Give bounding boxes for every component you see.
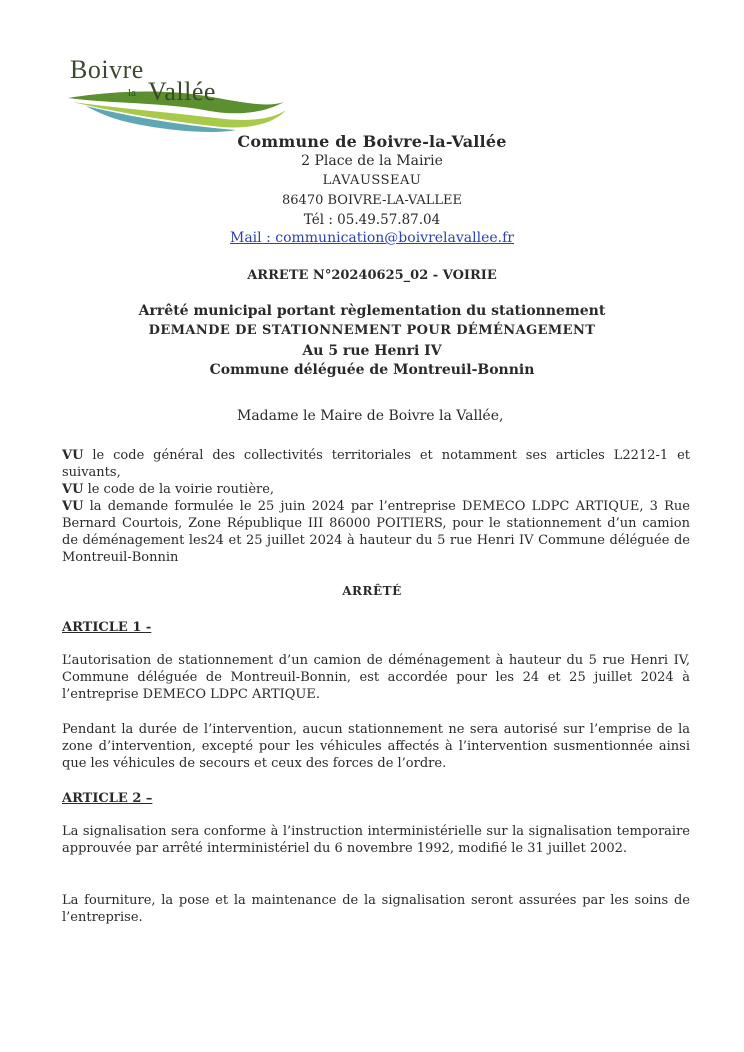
article-1-heading: ARTICLE 1 - bbox=[62, 620, 152, 635]
arrete-number: ARRETE N°20240625_02 - VOIRIE bbox=[247, 268, 497, 283]
phone-line: Tél : 05.49.57.87.04 bbox=[303, 212, 441, 228]
article-2-paragraph-1: La signalisation sera conforme à l’instruction interministérielle sur la signalisation temporaire approuvée par arrêté interministériel du 6 novembre 1992, modifié le 31 juillet 2002. bbox=[62, 824, 690, 856]
article-2-paragraph-2: La fourniture, la pose et la maintenance de la signalisation seront assurées par les soins de l’entreprise. bbox=[62, 893, 690, 925]
title-line-1: Arrêté municipal portant règlementation du stationnement bbox=[138, 303, 606, 319]
visa-1 bbox=[62, 447, 690, 481]
visa-text: le code général des collectivités territoriales et notamment ses articles L2212-1 et suivants, bbox=[62, 448, 690, 480]
address-line: 2 Place de la Mairie bbox=[301, 153, 443, 169]
visa-2 bbox=[62, 481, 690, 498]
visa-3 bbox=[62, 498, 690, 566]
visa-prefix: VU bbox=[62, 482, 84, 497]
email-link[interactable]: Mail : communication@boivrelavallee.fr bbox=[229, 230, 514, 246]
logo-graphic bbox=[66, 52, 288, 134]
logo-word-boivre: Boivre bbox=[70, 55, 144, 84]
arrete-heading: ARRÊTÉ bbox=[342, 584, 402, 598]
logo-word-vallee: Vallée bbox=[148, 77, 216, 106]
salutation: Madame le Maire de Boivre la Vallée, bbox=[237, 408, 504, 424]
title-line-3: Au 5 rue Henri IV bbox=[302, 343, 442, 359]
postal-line: 86470 BOIVRE-LA-VALLEE bbox=[282, 193, 462, 208]
article-1-paragraph-2: Pendant la durée de l’intervention, aucun stationnement ne sera autorisé sur l’emprise de la zone d’intervention, excepté pour les véhicules affectés à l’intervention susmentionnée ainsi que les véhicules de secours et ceux des forces de l’ordre. bbox=[62, 722, 690, 771]
visa-text: la demande formulée le 25 juin 2024 par l’entreprise DEMECO LDPC ARTIQUE, 3 Rue Bernard Courtois, Zone République III 86000 POITIERS, pour le stationnement d’un camion de déménagement les24 et 25 juillet 2024 à hauteur du 5 rue Henri IV Commune déléguée de Montreuil-Bonnin bbox=[62, 499, 690, 565]
title-line-2: DEMANDE DE STATIONNEMENT POUR DÉMÉNAGEMENT bbox=[148, 323, 596, 338]
visa-text: le code de la voirie routière, bbox=[83, 482, 275, 497]
article-2-heading: ARTICLE 2 – bbox=[62, 791, 153, 806]
title-line-4: Commune déléguée de Montreuil-Bonnin bbox=[209, 362, 535, 378]
locality-line: LAVAUSSEAU bbox=[322, 173, 422, 188]
boivre-la-vallee-logo bbox=[66, 52, 288, 134]
visa-prefix: VU bbox=[62, 448, 84, 463]
logo-word-la: la bbox=[128, 87, 136, 99]
commune-name: Commune de Boivre-la-Vallée bbox=[237, 132, 507, 151]
visa-prefix: VU bbox=[62, 499, 84, 514]
article-1-paragraph-1: L’autorisation de stationnement d’un camion de déménagement à hauteur du 5 rue Henri IV, Commune déléguée de Montreuil-Bonnin, est accordée pour les 24 et 25 juillet 2024 à l’entreprise DEMECO LDPC ARTIQUE. bbox=[62, 653, 690, 702]
